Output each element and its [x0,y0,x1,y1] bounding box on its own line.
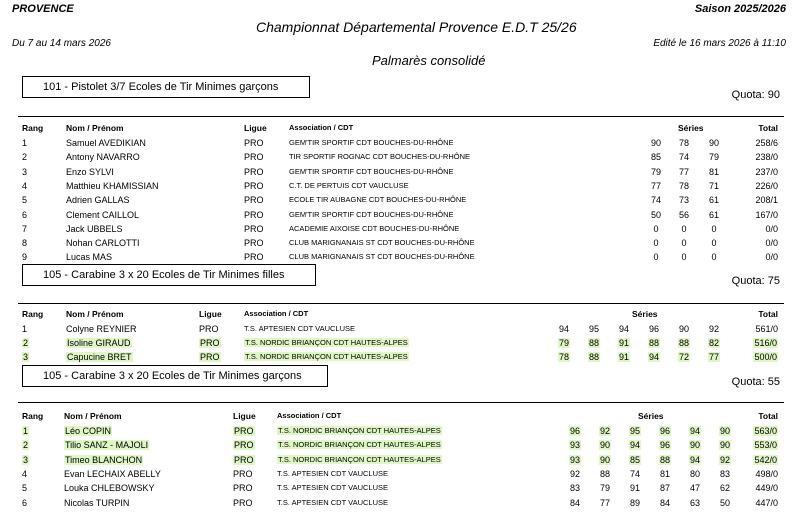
event-title-carabine-garcons: 105 - Carabine 3 x 20 Ecoles de Tir Minimes garçons [22,365,328,387]
row-rank: 5 [22,483,28,493]
region-label: PROVENCE [12,3,74,15]
row-series-score: 90 [650,138,661,148]
date-range: Du 7 au 14 mars 2026 [12,38,111,49]
column-header-rank: Rang [22,309,44,319]
row-rank: 8 [22,238,28,248]
row-series-score: 88 [659,455,670,465]
row-series-score: 62 [719,483,730,493]
row-name: Samuel AVEDIKIAN [66,138,146,148]
row-series-score: 85 [629,455,640,465]
column-header-total: Total [758,309,778,319]
row-total: 258/6 [755,138,778,148]
row-association: T.S. APTESIEN CDT VAUCLUSE [244,324,356,333]
row-name: Nohan CARLOTTI [66,238,140,248]
row-series-score: 90 [719,426,730,436]
row-series-score: 61 [708,195,719,205]
row-name: Adrien GALLAS [66,195,130,205]
row-total: 516/0 [754,338,777,348]
row-series-score: 95 [588,324,599,334]
row-series-score: 83 [719,469,730,479]
row-series-score: 71 [708,181,719,191]
row-series-score: 77 [708,352,719,362]
row-league: PRO [244,210,264,220]
row-series-score: 50 [719,498,730,508]
row-series-score: 79 [599,483,610,493]
page-subtitle: Palmarès consolidé [372,53,486,68]
row-rank: 2 [22,152,28,162]
row-league: PRO [233,498,253,508]
row-name: Matthieu KHAMISSIAN [66,181,159,191]
row-league: PRO [244,252,264,262]
row-series-score: 83 [569,483,580,493]
row-series-score: 94 [689,426,700,436]
divider [18,402,784,403]
row-rank: 3 [23,455,29,465]
row-series-score: 0 [711,224,717,234]
quota-carabine-filles: Quota: 75 [731,275,780,287]
row-league: PRO [244,138,264,148]
row-association: T.S. APTESIEN CDT VAUCLUSE [277,469,389,478]
row-league: PRO [234,440,254,450]
row-total: 500/0 [754,352,777,362]
row-series-score: 88 [599,469,610,479]
column-header-rank: Rang [22,411,44,421]
column-header-series: Séries [678,123,704,133]
row-league: PRO [244,238,264,248]
column-header-series: Séries [632,309,658,319]
row-series-score: 72 [678,352,689,362]
row-association: CLUB MARIGNANAIS ST CDT BOUCHES-DU-RHÔNE [289,252,475,261]
row-name: Antony NAVARRO [66,152,140,162]
row-rank: 5 [22,195,28,205]
row-total: 449/0 [755,483,778,493]
row-series-score: 80 [689,469,700,479]
row-series-score: 90 [678,324,689,334]
row-association: T.S. NORDIC BRIANÇON CDT HAUTES-ALPES [278,440,441,449]
edit-date: Edité le 16 mars 2026 à 11:10 [653,38,786,49]
row-rank: 1 [22,138,28,148]
row-series-score: 96 [569,426,580,436]
row-rank: 1 [23,426,29,436]
row-total: 237/0 [755,167,778,177]
row-rank: 2 [23,440,29,450]
row-series-score: 94 [648,352,659,362]
row-series-score: 79 [650,167,661,177]
row-league: PRO [244,152,264,162]
row-association: CLUB MARIGNANAIS ST CDT BOUCHES-DU-RHÔNE [289,238,475,247]
row-series-score: 91 [618,352,629,362]
row-series-score: 92 [708,324,719,334]
row-league: PRO [244,181,264,191]
column-header-league: Ligue [199,309,222,319]
row-series-score: 94 [558,324,569,334]
row-series-score: 90 [599,455,610,465]
row-series-score: 50 [650,210,661,220]
row-series-score: 79 [708,152,719,162]
row-series-score: 88 [588,352,599,362]
row-rank: 1 [22,324,28,334]
row-association: T.S. APTESIEN CDT VAUCLUSE [277,483,389,492]
column-header-assoc: Association / CDT [277,411,342,420]
row-series-score: 0 [653,224,659,234]
row-series-score: 0 [653,252,659,262]
row-series-score: 78 [678,138,689,148]
row-league: PRO [244,224,264,234]
quota-pistolet: Quota: 90 [731,89,780,101]
row-total: 0/0 [765,224,778,234]
row-series-score: 94 [629,440,640,450]
row-series-score: 84 [569,498,580,508]
row-series-score: 74 [650,195,661,205]
row-total: 238/0 [755,152,778,162]
divider [18,303,784,304]
column-header-assoc: Association / CDT [244,309,309,318]
row-series-score: 95 [629,426,640,436]
row-series-score: 0 [711,238,717,248]
row-name: Enzo SYLVI [66,167,114,177]
row-series-score: 85 [650,152,661,162]
row-series-score: 87 [659,483,670,493]
row-name: Nicolas TURPIN [64,498,130,508]
column-header-name: Nom / Prénom [64,411,122,421]
row-association: GEM'TIR SPORTIF CDT BOUCHES-DU-RHÔNE [289,210,454,219]
row-series-score: 77 [599,498,610,508]
row-series-score: 0 [681,224,687,234]
row-name: Lucas MAS [66,252,113,262]
row-name: Léo COPIN [65,426,112,436]
row-series-score: 74 [629,469,640,479]
row-association: ECOLE TIR AUBAGNE CDT BOUCHES-DU-RHÔNE [289,195,467,204]
row-league: PRO [233,483,253,493]
row-series-score: 81 [708,167,719,177]
row-association: T.S. NORDIC BRIANÇON CDT HAUTES-ALPES [245,352,408,361]
row-series-score: 77 [650,181,661,191]
row-association: GEM'TIR SPORTIF CDT BOUCHES-DU-RHÔNE [289,138,454,147]
row-association: T.S. NORDIC BRIANÇON CDT HAUTES-ALPES [278,426,441,435]
row-rank: 6 [22,498,28,508]
row-league: PRO [200,338,220,348]
row-total: 563/0 [754,426,777,436]
row-series-score: 92 [599,426,610,436]
column-header-assoc: Association / CDT [289,123,354,132]
row-name: Clement CAILLOL [66,210,140,220]
row-series-score: 0 [681,252,687,262]
row-name: Colyne REYNIER [66,324,137,334]
row-league: PRO [233,469,253,479]
row-series-score: 88 [678,338,689,348]
row-name: Louka CHLEBOWSKY [64,483,155,493]
row-rank: 7 [22,224,28,234]
row-series-score: 88 [648,338,659,348]
column-header-rank: Rang [22,123,44,133]
row-total: 542/0 [754,455,777,465]
row-series-score: 96 [648,324,659,334]
row-series-score: 89 [629,498,640,508]
row-rank: 6 [22,210,28,220]
quota-carabine-garcons: Quota: 55 [731,376,780,388]
season-label: Saison 2025/2026 [694,3,786,15]
row-rank: 4 [22,181,28,191]
row-total: 553/0 [754,440,777,450]
row-name: Tilio SANZ - MAJOLI [65,440,149,450]
row-rank: 2 [23,338,29,348]
row-series-score: 73 [678,195,689,205]
row-series-score: 63 [689,498,700,508]
row-total: 0/0 [765,252,778,262]
column-header-series: Séries [638,411,664,421]
row-total: 0/0 [765,238,778,248]
row-league: PRO [244,167,264,177]
row-rank: 4 [22,469,28,479]
row-name: Timeo BLANCHON [65,455,143,465]
row-series-score: 0 [653,238,659,248]
row-series-score: 91 [618,338,629,348]
row-series-score: 90 [708,138,719,148]
column-header-league: Ligue [233,411,256,421]
row-total: 561/0 [755,324,778,334]
row-league: PRO [234,426,254,436]
page-title: Championnat Départemental Provence E.D.T 25/26 [256,19,577,35]
row-series-score: 47 [689,483,700,493]
row-series-score: 82 [708,338,719,348]
row-league: PRO [234,455,254,465]
row-name: Evan LECHAIX ABELLY [64,469,161,479]
row-league: PRO [199,324,219,334]
row-series-score: 94 [618,324,629,334]
row-series-score: 93 [569,455,580,465]
row-series-score: 88 [588,338,599,348]
row-series-score: 81 [659,469,670,479]
row-rank: 3 [23,352,29,362]
row-series-score: 56 [678,210,689,220]
column-header-name: Nom / Prénom [66,309,124,319]
row-association: T.S. NORDIC BRIANÇON CDT HAUTES-ALPES [245,338,408,347]
row-name: Isoline GIRAUD [67,338,131,348]
row-series-score: 79 [558,338,569,348]
row-series-score: 0 [681,238,687,248]
row-series-score: 93 [569,440,580,450]
row-association: T.S. NORDIC BRIANÇON CDT HAUTES-ALPES [278,455,441,464]
row-rank: 3 [22,167,28,177]
row-series-score: 78 [678,181,689,191]
row-series-score: 96 [659,426,670,436]
row-total: 167/0 [755,210,778,220]
row-association: TIR SPORTIF ROGNAC CDT BOUCHES-DU-RHÔNE [289,152,470,161]
row-total: 226/0 [755,181,778,191]
row-series-score: 84 [659,498,670,508]
row-league: PRO [200,352,220,362]
row-total: 498/0 [755,469,778,479]
row-series-score: 92 [719,455,730,465]
row-series-score: 91 [629,483,640,493]
row-series-score: 0 [711,252,717,262]
row-association: T.S. APTESIEN CDT VAUCLUSE [277,498,389,507]
row-series-score: 61 [708,210,719,220]
row-series-score: 77 [678,167,689,177]
row-series-score: 78 [558,352,569,362]
event-title-pistolet: 101 - Pistolet 3/7 Ecoles de Tir Minimes garçons [22,76,310,98]
row-total: 208/1 [755,195,778,205]
event-title-carabine-filles: 105 - Carabine 3 x 20 Ecoles de Tir Minimes filles [22,264,316,286]
row-series-score: 90 [719,440,730,450]
column-header-total: Total [758,123,778,133]
row-series-score: 90 [689,440,700,450]
row-association: C.T. DE PERTUIS CDT VAUCLUSE [289,181,409,190]
row-name: Jack UBBELS [66,224,123,234]
row-series-score: 90 [599,440,610,450]
row-series-score: 74 [678,152,689,162]
divider [18,116,784,117]
column-header-total: Total [758,411,778,421]
row-association: GEM'TIR SPORTIF CDT BOUCHES-DU-RHÔNE [289,167,454,176]
row-name: Capucine BRET [67,352,132,362]
row-league: PRO [244,195,264,205]
row-series-score: 92 [569,469,580,479]
column-header-league: Ligue [244,123,267,133]
row-rank: 9 [22,252,28,262]
row-association: ACADEMIE AIXOISE CDT BOUCHES-DU-RHÔNE [289,224,460,233]
row-total: 447/0 [755,498,778,508]
column-header-name: Nom / Prénom [66,123,124,133]
row-series-score: 96 [659,440,670,450]
row-series-score: 94 [689,455,700,465]
